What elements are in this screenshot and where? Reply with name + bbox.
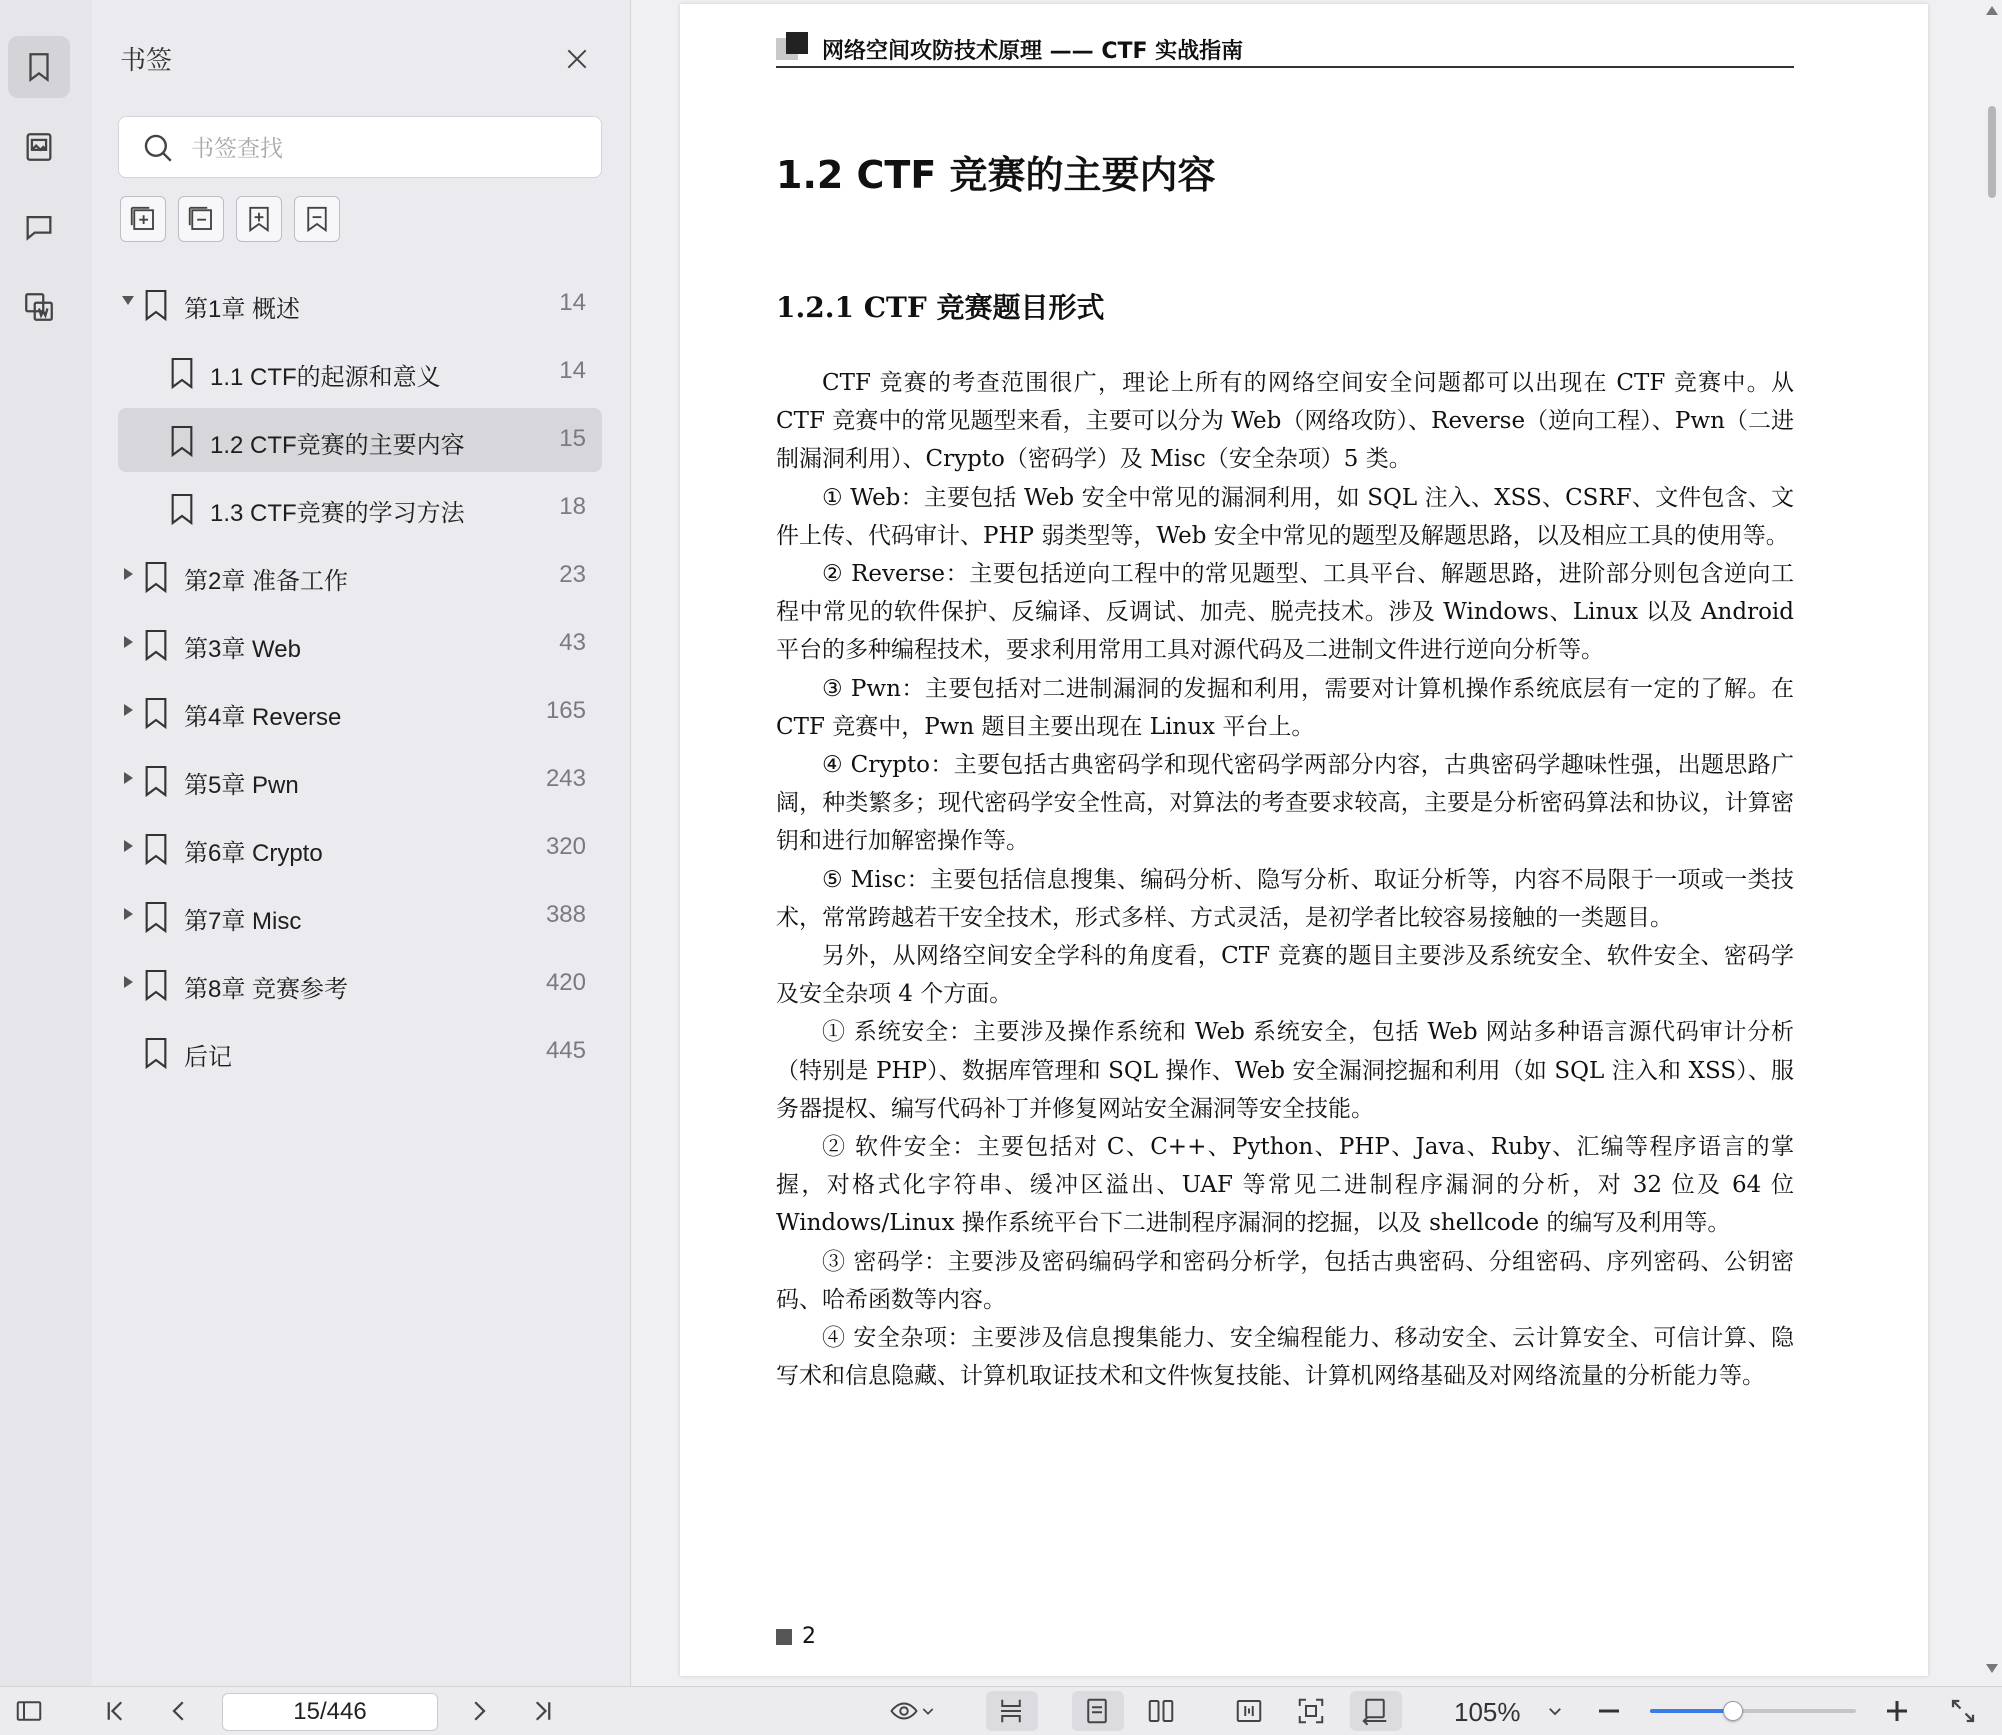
body-paragraph: ④ Crypto：主要包括古典密码学和现代密码学两部分内容，古典密码学趣味性强，出题思路广阔，种类繁多；现代密码学安全性高，对算法的考查要求较高，主要是分析密码算法和协议，计算密钥和进行加解密操作等。 xyxy=(776,752,1794,855)
scroll-down-icon[interactable] xyxy=(1986,1664,1998,1673)
expand-all-icon xyxy=(128,204,158,234)
bookmark-item[interactable] xyxy=(118,612,602,676)
bookmark-tools xyxy=(120,196,340,242)
fit-page-button[interactable] xyxy=(1296,1695,1326,1727)
bookmark-page-number: 43 xyxy=(559,629,586,656)
add-bookmark-icon xyxy=(244,204,274,234)
bookmark-item[interactable] xyxy=(118,816,602,880)
subsection-title: 1.2.1 CTF 竞赛题目形式 xyxy=(776,291,1105,324)
bookmark-page-number: 388 xyxy=(545,901,586,928)
add-bookmark-button[interactable] xyxy=(236,196,282,242)
body-paragraph: ② 软件安全：主要包括对 C、C++、Python、PHP、Java、Ruby、汇编等程序语言的掌握，对格式化字符串、缓冲区溢出、UAF 等常见二进制程序漏洞的分析，对 32 位及 64 位 Windows/Linux 操作系统平台下二进制程序漏洞的挖掘，以及 shellcode 的编写及利用等。 xyxy=(776,1134,1794,1237)
zoom-slider-knob[interactable] xyxy=(1723,1701,1743,1721)
eye-icon xyxy=(888,1696,920,1726)
bookmark-page-number: 445 xyxy=(545,1037,586,1064)
bookmark-icon xyxy=(142,832,170,866)
body-paragraph: ② Reverse：主要包括逆向工程中的常见题型、工具平台、解题思路，进阶部分则包含逆向工程中常见的软件保护、反编译、反调试、加壳、脱壳技术。涉及 Windows、Linux 以及 Android 平台的多种编程技术，要求利用常用工具对源代码及二进制文件进行逆向分析等。 xyxy=(776,561,1794,664)
bookmark-outline-icon xyxy=(302,204,332,234)
chevron-left-icon xyxy=(164,1696,194,1726)
zoom-slider-fill xyxy=(1650,1709,1732,1713)
collapse-caret-icon[interactable] xyxy=(124,704,133,716)
bookmark-search-input[interactable] xyxy=(189,127,583,169)
fullscreen-button[interactable] xyxy=(1948,1695,1978,1727)
collapse-caret-icon[interactable] xyxy=(124,976,133,988)
body-paragraph: ③ 密码学：主要涉及密码编码学和密码分析学，包括古典密码、分组密码、序列密码、公钥密码、哈希函数等内容。 xyxy=(776,1248,1794,1313)
vertical-scrollbar[interactable] xyxy=(1982,0,2002,1686)
bookmark-icon xyxy=(142,628,170,662)
plus-icon xyxy=(1882,1696,1912,1726)
bookmark-label: 第6章 Crypto xyxy=(184,840,323,867)
view-mode-dropdown[interactable] xyxy=(880,1695,944,1727)
bookmark-label: 第3章 Web xyxy=(184,636,301,663)
thumbnail-panel-icon[interactable] xyxy=(8,116,70,178)
bottom-toolbar xyxy=(0,1686,2002,1735)
scroll-up-icon[interactable] xyxy=(1986,6,1998,15)
expand-caret-icon[interactable] xyxy=(122,296,134,305)
panel-title: 书签 xyxy=(120,45,173,75)
bookmark-icon xyxy=(142,1036,170,1070)
two-page-button[interactable] xyxy=(1146,1695,1176,1727)
last-page-button[interactable] xyxy=(528,1695,558,1727)
fullscreen-icon xyxy=(1948,1696,1978,1726)
bookmark-list xyxy=(118,272,602,1088)
bookmark-item[interactable] xyxy=(118,544,602,608)
bookmark-icon xyxy=(142,288,170,322)
two-page-icon xyxy=(1146,1696,1176,1726)
bookmark-label: 第2章 准备工作 xyxy=(184,568,349,595)
bookmark-icon xyxy=(168,356,196,390)
collapse-caret-icon[interactable] xyxy=(124,840,133,852)
bookmark-page-number: 14 xyxy=(559,289,586,316)
bookmark-icon xyxy=(168,492,196,526)
zoom-dropdown[interactable] xyxy=(1546,1695,1564,1727)
bookmark-item[interactable] xyxy=(118,476,602,540)
header-decor xyxy=(786,32,808,54)
next-page-button[interactable] xyxy=(464,1695,494,1727)
bookmark-label: 1.2 CTF竞赛的主要内容 xyxy=(210,432,465,459)
body-paragraph: ④ 安全杂项：主要涉及信息搜集能力、安全编程能力、移动安全、云计算安全、可信计算、隐写术和信息隐藏、计算机取证技术和文件恢复技能、计算机网络基础及对网络流量的分析能力等。 xyxy=(776,1325,1794,1390)
bookmark-panel xyxy=(92,0,631,1686)
first-page-button[interactable] xyxy=(100,1695,130,1727)
section-title: 1.2 CTF 竞赛的主要内容 xyxy=(776,153,1216,197)
body-paragraph: ⑤ Misc：主要包括信息搜集、编码分析、隐写分析、取证分析等，内容不局限于一项或一类技术，常常跨越若干安全技术，形式多样、方式灵活，是初学者比较容易接触的一类题目。 xyxy=(776,866,1794,931)
collapse-caret-icon[interactable] xyxy=(124,908,133,920)
bookmark-item[interactable] xyxy=(118,340,602,404)
bookmark-page-number: 320 xyxy=(545,833,586,860)
chevron-right-icon xyxy=(464,1696,494,1726)
collapse-all-button[interactable] xyxy=(178,196,224,242)
body-paragraph: ① 系统安全：主要涉及操作系统和 Web 系统安全，包括 Web 网站多种语言源代码审计分析（特别是 PHP）、数据库管理和 SQL 操作、Web 安全漏洞挖掘和利用（如 SQL 注入和 XSS）、服务器提权、编写代码补丁并修复网站安全漏洞等安全技能。 xyxy=(776,1019,1794,1122)
document-viewer[interactable] xyxy=(632,0,2002,1686)
bookmark-label: 1.1 CTF的起源和意义 xyxy=(210,364,441,391)
collapse-caret-icon[interactable] xyxy=(124,568,133,580)
actual-size-button[interactable] xyxy=(1360,1695,1390,1727)
page-footer xyxy=(776,1624,816,1649)
bookmark-label: 第8章 竞赛参考 xyxy=(184,976,349,1003)
bookmark-page-number: 23 xyxy=(559,561,586,588)
zoom-out-button[interactable] xyxy=(1594,1695,1624,1727)
body-paragraph: 另外，从网络空间安全学科的角度看，CTF 竞赛的题目主要涉及系统安全、软件安全、密码学及安全杂项 4 个方面。 xyxy=(776,943,1794,1008)
single-page-icon xyxy=(1082,1696,1112,1726)
toggle-sidebar-button[interactable] xyxy=(14,1695,44,1727)
collapse-all-icon xyxy=(186,204,216,234)
bookmark-page-number: 165 xyxy=(545,697,586,724)
header-text: 网络空间攻防技术原理 —— CTF 实战指南 xyxy=(822,39,1244,64)
running-header xyxy=(776,32,1794,68)
bookmark-icon xyxy=(142,968,170,1002)
actual-size-icon xyxy=(1360,1696,1390,1726)
last-page-icon xyxy=(528,1696,558,1726)
zoom-in-button[interactable] xyxy=(1882,1695,1912,1727)
bookmark-icon xyxy=(142,560,170,594)
bookmark-panel-icon[interactable] xyxy=(8,36,70,98)
bookmark-page-number: 14 xyxy=(559,357,586,384)
bookmark-page-number: 420 xyxy=(545,969,586,996)
fit-page-icon xyxy=(1296,1696,1326,1726)
annotation-panel-icon[interactable] xyxy=(8,196,70,258)
bookmark-item[interactable] xyxy=(118,748,602,812)
body-paragraph: CTF 竞赛的考查范围很广，理论上所有的网络空间安全问题都可以出现在 CTF 竞赛中。从 CTF 竞赛中的常见题型来看，主要可以分为 Web（网络攻防）、Reverse（逆向工程）、Pwn（二进制漏洞利用）、Crypto（密码学）及 Misc（安全杂项）5 类。 xyxy=(776,370,1794,473)
expand-all-button[interactable] xyxy=(120,196,166,242)
prev-page-button[interactable] xyxy=(164,1695,194,1727)
collapse-caret-icon[interactable] xyxy=(124,636,133,648)
bookmark-icon xyxy=(142,696,170,730)
first-page-icon xyxy=(100,1696,130,1726)
bookmark-label: 1.3 CTF竞赛的学习方法 xyxy=(210,500,465,527)
sidebar-toggle-icon xyxy=(14,1696,44,1726)
bookmark-item[interactable] xyxy=(118,952,602,1016)
bookmark-label: 第7章 Misc xyxy=(184,908,302,935)
collapse-caret-icon[interactable] xyxy=(124,772,133,784)
bookmark-item[interactable] xyxy=(118,1020,602,1084)
page-number-input[interactable]: 15/446 xyxy=(222,1693,438,1731)
bookmark-page-number: 243 xyxy=(545,765,586,792)
body-paragraph: ① Web：主要包括 Web 安全中常见的漏洞利用，如 SQL 注入、XSS、CSRF、文件包含、文件上传、代码审计、PHP 弱类型等，Web 安全中常见的题型及解题思路，以及相应工具的使用等。 xyxy=(776,484,1794,549)
body-paragraph: ③ Pwn：主要包括对二进制漏洞的发掘和利用，需要对计算机操作系统底层有一定的了解。在 CTF 竞赛中，Pwn 题目主要出现在 Linux 平台上。 xyxy=(776,675,1794,740)
page-number: 2 xyxy=(802,1624,816,1649)
zoom-level[interactable]: 105% xyxy=(1454,1697,1521,1727)
close-icon[interactable] xyxy=(562,44,592,74)
bookmark-label: 第5章 Pwn xyxy=(184,772,299,799)
bookmark-label: 第1章 概述 xyxy=(184,296,301,323)
bookmark-item[interactable] xyxy=(118,272,602,336)
search-panel-icon[interactable] xyxy=(8,276,70,338)
zoom-slider[interactable] xyxy=(1650,1709,1856,1713)
chevron-down-icon xyxy=(1546,1696,1564,1726)
bookmark-item[interactable] xyxy=(118,884,602,948)
bookmark-search-box xyxy=(118,116,602,178)
bookmark-label: 第4章 Reverse xyxy=(184,704,342,731)
left-icon-rail xyxy=(0,0,93,1686)
remove-bookmark-button[interactable] xyxy=(294,196,340,242)
minus-icon xyxy=(1594,1696,1624,1726)
search-icon xyxy=(141,131,175,165)
body-text xyxy=(776,364,1794,1395)
document-page xyxy=(680,4,1928,1676)
scrollbar-thumb[interactable] xyxy=(1988,106,1996,198)
bookmark-icon xyxy=(168,424,196,458)
bookmark-icon xyxy=(142,900,170,934)
bookmark-page-number: 15 xyxy=(559,425,586,452)
bookmark-label: 后记 xyxy=(184,1044,232,1071)
fit-width-button[interactable] xyxy=(1234,1695,1264,1727)
continuous-scroll-button[interactable] xyxy=(996,1695,1026,1727)
chevron-down-icon xyxy=(920,1696,936,1726)
bookmark-page-number: 18 xyxy=(559,493,586,520)
footer-square-icon xyxy=(776,1629,792,1645)
continuous-scroll-icon xyxy=(996,1696,1026,1726)
bookmark-item[interactable] xyxy=(118,680,602,744)
fit-width-icon xyxy=(1234,1696,1264,1726)
bookmark-icon xyxy=(142,764,170,798)
single-page-button[interactable] xyxy=(1082,1695,1112,1727)
bookmark-item[interactable] xyxy=(118,408,602,472)
